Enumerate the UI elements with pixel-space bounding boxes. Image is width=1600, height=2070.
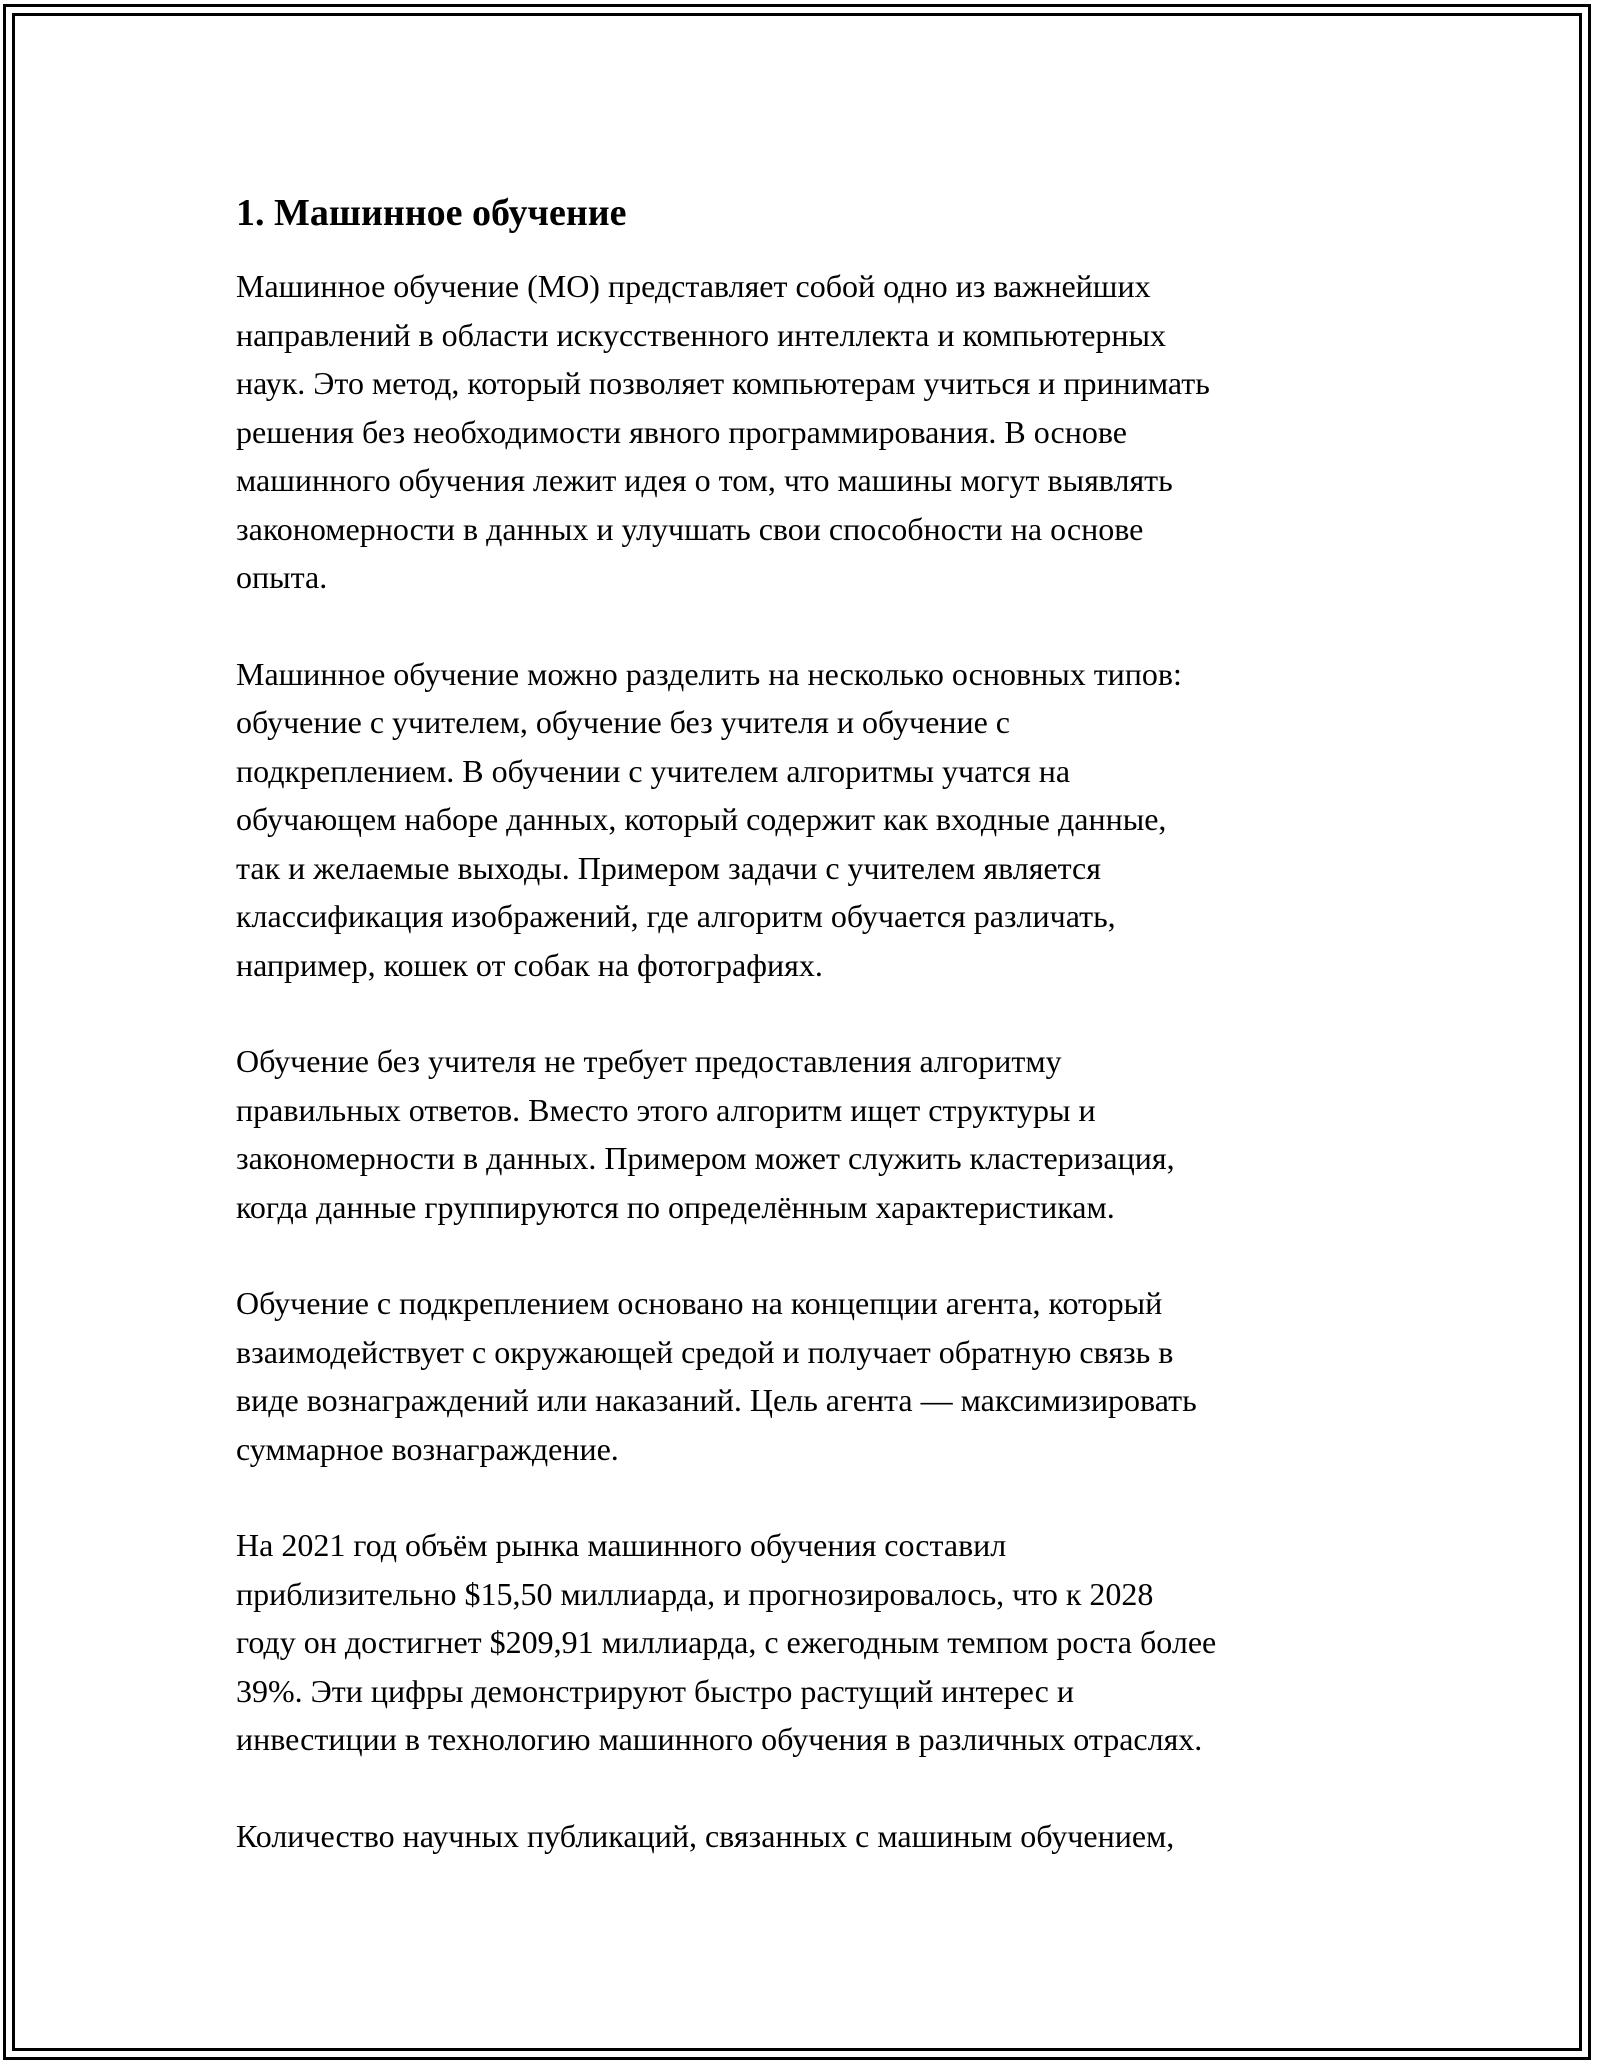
section-heading: 1. Машинное обучение <box>236 192 627 234</box>
paragraph-intro: Машинное обучение (МО) представляет собой одно из важнейших направлений в области искусственного интеллекта и компьютерных наук. Это метод, который позволяет компьютерам учиться и принимать решения без необходимости явного программирования. В основе машинного обучения лежит идея о том, что машины могут выявлять закономерности в данных и улучшать свои способности на основе опыта. <box>236 268 1210 595</box>
paragraph-publications: Количество научных публикаций, связанных с машиным обучением, <box>236 1817 1175 1854</box>
paragraph-unsupervised: Обучение без учителя не требует предоставления алгоритму правильных ответов. Вместо этого алгоритм ищет структуры и закономерности в данных. Примером может служить кластеризация, когда данные группируются по определённым характеристикам. <box>236 1043 1175 1225</box>
paragraph-market: На 2021 год объём рынка машинного обучения составил приблизительно $15,50 миллиарда, и прогнозировалось, что к 2028 году он достигнет $209,91 миллиарда, с ежегодным темпом роста более 39%. Эти цифры демонстрируют быстро растущий интерес и инвестиции в технологию машинного обучения в различных отраслях. <box>236 1527 1217 1757</box>
paragraph-reinforcement: Обучение с подкреплением основано на концепции агента, который взаимодействует с окружающей средой и получает обратную связь в виде вознаграждений или наказаний. Цель агента — максимизировать суммарное вознаграждение. <box>236 1285 1197 1467</box>
document-body <box>236 188 1376 1908</box>
paragraph-types: Машинное обучение можно разделить на несколько основных типов: обучение с учителем, обучение без учителя и обучение с подкреплением. В обучении с учителем алгоритмы учатся на обучающем наборе данных, который содержит как входные данные, так и желаемые выходы. Примером задачи с учителем является классификация изображений, где алгоритм обучается различать, например, кошек от собак на фотографиях. <box>236 655 1182 983</box>
